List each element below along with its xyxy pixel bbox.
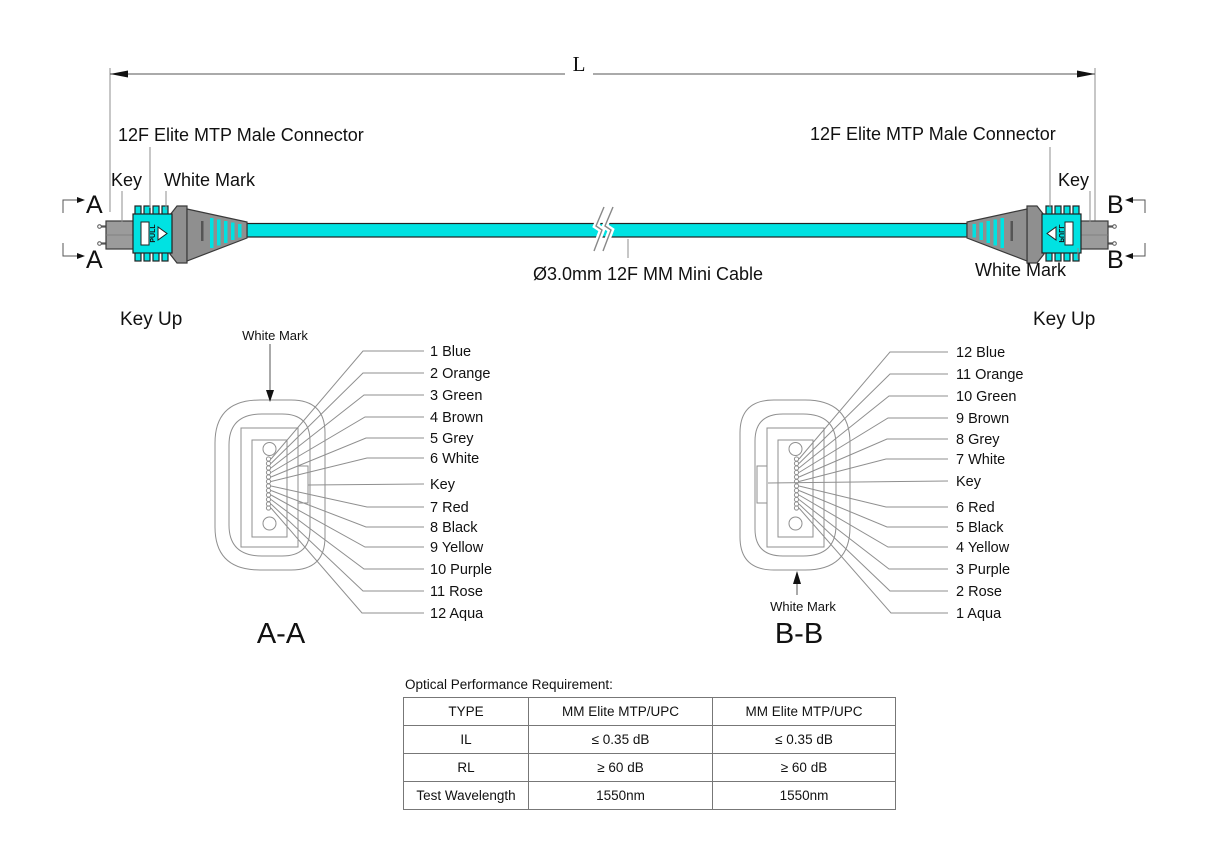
aa-key-up-label: Key Up [120,309,183,330]
aa-fiber-labels [430,344,492,622]
fiber-label: 4 Brown [430,410,484,426]
table-cell: IL [404,726,529,754]
fiber-label: 7 Red [430,500,469,516]
bb-face [740,400,850,570]
fiber-label: 9 Yellow [430,540,484,556]
fiber-label: 4 Yellow [956,540,1010,556]
table-cell: 1550nm [529,782,713,810]
bb-white-mark-pointer [770,571,836,614]
table-row [404,782,896,810]
fiber-label: 12 Blue [956,345,1006,361]
aa-leader-fan [271,351,424,613]
table-title: Optical Performance Requirement: [405,677,613,692]
optical-performance-table [403,697,896,810]
fiber-label: 8 Black [430,520,478,536]
fiber-label: 9 Brown [956,411,1010,427]
left-connector-label: 12F Elite MTP Male Connector [118,125,364,145]
svg-text:A: A [86,191,103,219]
table-row [404,754,896,782]
fiber-label: 12 Aqua [430,606,484,622]
dimension-arrow-left [110,71,128,78]
table-cell: ≤ 0.35 dB [529,726,713,754]
right-white-mark-label: White Mark [975,260,1067,280]
table-cell: ≥ 60 dB [713,754,896,782]
left-white-mark-label: White Mark [164,170,256,190]
fiber-label: 2 Rose [956,584,1002,600]
svg-text:B: B [1107,191,1124,219]
aa-title: A-A [256,618,306,650]
fiber-label: 2 Orange [430,366,491,382]
bb-key-up-label: Key Up [1033,309,1096,330]
left-connector [98,206,247,263]
table-cell: ≤ 0.35 dB [713,726,896,754]
fiber-label: 6 White [430,451,480,467]
left-key-label: Key [111,170,143,190]
fiber-label: 11 Rose [430,584,483,600]
fiber-label: 11 Orange [956,367,1024,383]
cable-break-symbol [594,207,613,251]
table-cell: MM Elite MTP/UPC [529,698,713,726]
table-cell: MM Elite MTP/UPC [713,698,896,726]
section-marker-b-bottom [1107,243,1145,274]
fiber-label: 7 White [956,452,1006,468]
fiber-label: 5 Grey [430,431,474,447]
fiber-label: 1 Blue [430,344,472,360]
section-marker-a-bottom [63,243,103,274]
svg-text:B: B [1107,246,1124,274]
table-cell: ≥ 60 dB [529,754,713,782]
cable-label: Ø3.0mm 12F MM Mini Cable [532,264,764,284]
table-cell: TYPE [404,698,529,726]
bb-fiber-labels [956,345,1023,622]
table-cell: RL [404,754,529,782]
section-marker-a-top [63,191,103,219]
dimension-arrow-right [1077,71,1095,78]
svg-text:A: A [86,246,103,274]
right-connector-label: 12F Elite MTP Male Connector [810,124,1056,144]
fiber-label: Key [956,474,981,490]
table-row [404,698,896,726]
section-marker-b-top [1107,191,1145,219]
right-key-label: Key [1058,170,1090,190]
aa-white-mark-pointer [242,328,308,402]
fiber-label: 1 Aqua [956,606,1002,622]
fiber-label: 10 Green [956,389,1017,405]
length-label: L [572,52,586,76]
table-cell: Test Wavelength [404,782,529,810]
fiber-label: 6 Red [956,500,995,516]
bb-leader-fan [768,352,948,613]
table-row [404,726,896,754]
fiber-label: 3 Green [430,388,483,404]
fiber-label: 8 Grey [956,432,1000,448]
right-connector [967,206,1116,263]
fiber-label: 10 Purple [430,562,493,578]
fiber-label: 5 Black [956,520,1004,536]
aa-white-mark-label: White Mark [242,328,308,343]
table-cell: 1550nm [713,782,896,810]
fiber-label: 3 Purple [956,562,1011,578]
fiber-label: Key [430,477,455,493]
bb-title: B-B [774,618,824,650]
bb-white-mark-label: White Mark [770,599,836,614]
